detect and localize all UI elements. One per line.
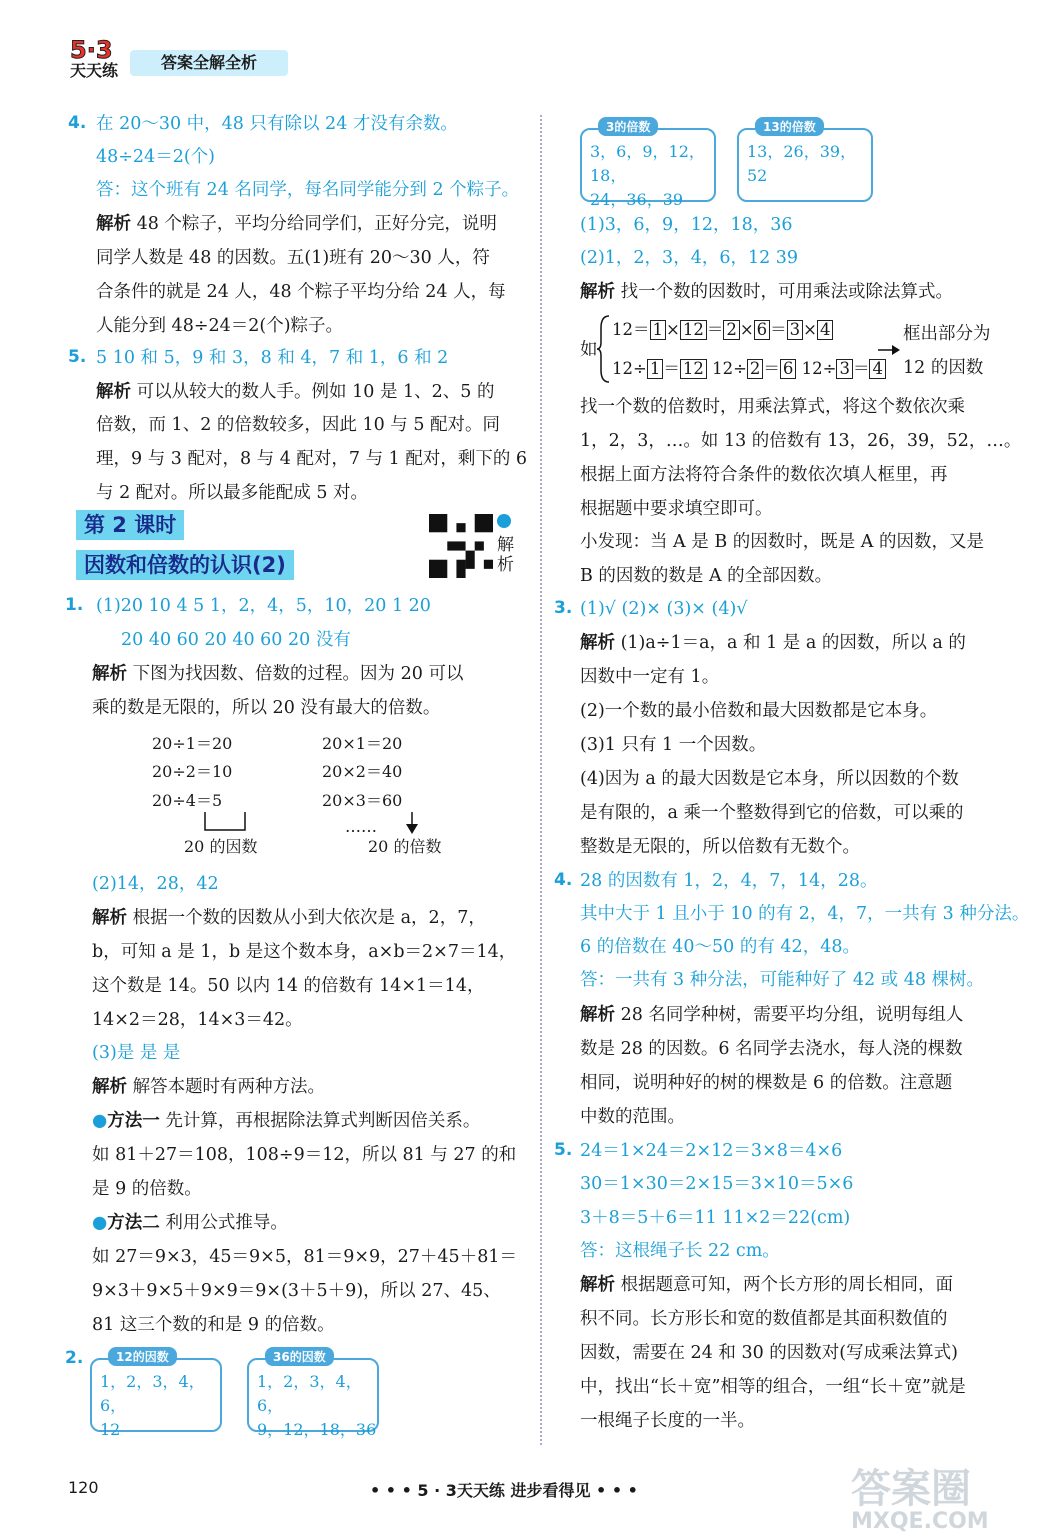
lightbulb-icon: ●: [92, 1213, 108, 1233]
r-analysis-6: 小发现：当 A 是 B 的因数时，既是 A 的因数，又是: [580, 532, 985, 552]
method1: ●方法一 先计算，再根据除法算式判断因倍关系。: [92, 1111, 481, 1131]
q5-analysis-4: 与 2 配对。所以最多能配成 5 对。: [96, 483, 369, 503]
rq3-analysis-1: 解析 (1)a÷1＝a，a 和 1 是 a 的因数，所以 a 的: [580, 633, 966, 653]
rq5-analysis-1: 解析 根据题意可知，两个长方形的周长相同，面: [580, 1275, 954, 1295]
page-number: 120: [68, 1478, 99, 1497]
q1-answer-c: (3)是 是 是: [92, 1043, 181, 1063]
rq4-analysis-2: 数是 28 的因数。6 名同学去浇水，每人浇的棵数: [580, 1039, 963, 1059]
q1b-analysis-2: b，可知 a 是 1，b 是这个数本身，a×b＝2×7＝14，: [92, 942, 517, 962]
q4-line1: 在 20～30 中，48 只有除以 24 才没有余数。: [96, 114, 458, 134]
q4-analysis-3: 合条件的就是 24 人，48 个粽子平均分给 24 人，每: [96, 282, 506, 302]
brace-icon: [597, 314, 611, 384]
column-divider: [540, 115, 542, 1445]
r-analysis-3: 1，2，3，…。如 13 的倍数有 13，26，39，52，…。: [580, 431, 1022, 451]
rq5-line2: 30＝1×30＝2×15＝3×10＝5×6: [580, 1174, 854, 1194]
rq5-number: 5.: [554, 1140, 573, 1160]
q1-answer-b: (2)14，28，42: [92, 874, 219, 894]
svg-text:5·3: 5·3: [70, 36, 113, 64]
ru-label: 如: [580, 340, 598, 360]
lesson-title: 因数和倍数的认识(2): [76, 550, 294, 580]
rq4-analysis-3: 相同，说明种好的树的棵数是 6 的倍数。注意题: [580, 1073, 953, 1093]
q4-line3: 答：这个班有 24 名同学，每名同学能分到 2 个粽子。: [96, 180, 520, 200]
method1-text-3: 是 9 的倍数。: [92, 1179, 202, 1199]
rq3-analysis-3: (2)一个数的最小倍数和最大因数都是它本身。: [580, 701, 938, 721]
q4-line2: 48÷24＝2(个): [96, 147, 215, 167]
q5-line1: 5 10 和 5，9 和 3，8 和 4，7 和 1，6 和 2: [96, 348, 449, 368]
q1-answer-1: (1)20 10 4 5 1，2，4，5，10，20 1 20: [96, 596, 431, 616]
method1-text-2: 如 81＋27＝108，108÷9＝12，所以 81 与 27 的和: [92, 1145, 517, 1165]
r-analysis-4: 根据上面方法将符合条件的数依次填人框里，再: [580, 465, 948, 485]
q1b-analysis-1: 解析 根据一个数的因数从小到大依次是 a，2，7，: [92, 908, 486, 928]
rq5-analysis-4: 中，找出“长＋宽”相等的组合，一组“长＋宽”就是: [580, 1377, 966, 1397]
rq5-analysis-5: 一根绳子长度的一半。: [580, 1411, 755, 1431]
rq5-line3: 3＋8＝5＋6＝11 11×2＝22(cm): [580, 1208, 851, 1228]
box-factors-12: 12的因数 1，2，3，4，6， 12: [90, 1358, 222, 1432]
r-analysis-1: 解析 找一个数的因数时，可用乘法或除法算式。: [580, 282, 954, 302]
div-eq-3: 20÷4＝5: [152, 791, 223, 810]
rq4-number: 4.: [554, 870, 573, 890]
rq4-line1: 28 的因数有 1，2，4，7，14，28。: [580, 871, 878, 891]
rq3-analysis-6: 是有限的，a 乘一个整数得到它的倍数，可以乘的: [580, 803, 964, 823]
rq3-analysis-2: 因数中一定有 1。: [580, 667, 720, 687]
box-multiples-3: 3的倍数 3，6，9，12，18， 24，36，39: [580, 128, 716, 202]
method2-text-1: 如 27＝9×3，45＝9×5，81＝9×9，27＋45＋81＝: [92, 1247, 517, 1267]
footer-slogan: • • • 5 · 3天天练 进步看得见 • • •: [370, 1481, 638, 1500]
q4-analysis-4: 人能分到 48÷24＝2(个)粽子。: [96, 316, 344, 336]
analysis-label: 解析: [96, 214, 131, 234]
watermark: 答案圈 MXQE.COM: [851, 1466, 989, 1534]
q4-analysis-2: 同学人数是 48 的因数。五(1)班有 20～30 人，符: [96, 248, 490, 268]
box-factors-36: 36的因数 1，2，3，4，6， 9，12，18，36: [247, 1358, 379, 1432]
analysis-label: 解析: [96, 382, 131, 402]
q1b-analysis-3: 这个数是 14。50 以内 14 的倍数有 14×1＝14，: [92, 976, 485, 996]
rq3-answer: (1)√ (2)× (3)× (4)√: [580, 599, 748, 619]
rq4-line3: 6 的倍数在 40～50 的有 42，48。: [580, 937, 860, 957]
mul-eq-2: 20×2＝40: [322, 762, 403, 781]
box-multiples-13: 13的倍数 13，26，39，52: [737, 128, 873, 202]
q1-number: 1.: [65, 595, 84, 615]
qr-label: 解析: [497, 535, 514, 575]
svg-text:天天练: 天天练: [70, 61, 119, 78]
rq3-analysis-7: 整数是无限的，所以倍数有无数个。: [580, 837, 860, 857]
factor-label: 20 的因数: [184, 837, 258, 856]
method2: ●方法二 利用公式推导。: [92, 1213, 288, 1233]
q1c-analysis-1: 解析 解答本题时有两种方法。: [92, 1077, 326, 1097]
box-factors-12-values: 1，2，3，4，6， 12: [100, 1372, 205, 1439]
r-analysis-7: B 的因数的数是 A 的全部因数。: [580, 566, 833, 586]
q4-analysis-1: 解析 48 个粽子，平均分给同学们，正好分完，说明: [96, 214, 497, 234]
rq4-analysis-4: 中数的范围。: [580, 1107, 685, 1127]
arrow-right-icon: [878, 343, 902, 357]
q5-analysis-1: 解析 可以从较大的数人手。例如 10 是 1、2、5 的: [96, 382, 495, 402]
q2-number: 2.: [65, 1348, 84, 1368]
q5-number: 5.: [68, 347, 87, 367]
rq3-analysis-4: (3)1 只有 1 一个因数。: [580, 735, 767, 755]
logo-53-icon: [68, 34, 126, 78]
r-analysis-5: 根据题中要求填空即可。: [580, 499, 773, 519]
header-badge: 答案全解全析: [130, 50, 288, 76]
r-answer-1: (1)3，6，9，12，18，36: [580, 215, 793, 235]
div-eq-2: 20÷2＝10: [152, 762, 233, 781]
multiple-label: 20 的倍数: [368, 837, 442, 856]
lightbulb-icon: ●: [92, 1111, 108, 1131]
method2-text-3: 81 这三个数的和是 9 的倍数。: [92, 1315, 335, 1335]
q4-number: 4.: [68, 113, 87, 133]
rq5-line1: 24＝1×24＝2×12＝3×8＝4×6: [580, 1141, 843, 1161]
note-line-2: 12 的因数: [903, 358, 984, 378]
rq5-line4: 答：这根绳子长 22 cm。: [580, 1241, 780, 1261]
qr-code-icon[interactable]: [429, 514, 493, 578]
mul-framed-eq: 12＝ 1 × 12 ＝ 2 × 6 ＝ 3 × 4: [612, 318, 833, 342]
r-analysis-2: 找一个数的倍数时，用乘法算式，将这个数依次乘: [580, 397, 965, 417]
q5-analysis-3: 理，9 与 3 配对，8 与 4 配对，7 与 1 配对，剩下的 6: [96, 449, 528, 469]
box-factors-36-values: 1，2，3，4，6， 9，12，18，36: [257, 1372, 377, 1439]
mul-dots: ……: [345, 817, 377, 836]
play-icon: [497, 514, 511, 528]
rq4-line2: 其中大于 1 且小于 10 的有 2，4，7，一共有 3 种分法。: [580, 904, 1030, 924]
rq5-analysis-3: 因数，需要在 24 和 30 的因数对(写成乘法算式): [580, 1343, 958, 1363]
q1-analysis-2: 乘的数是无限的，所以 20 没有最大的倍数。: [92, 698, 441, 718]
q5-analysis-2: 倍数，而 1、2 的倍数较多，因此 10 与 5 配对。同: [96, 415, 501, 435]
lesson-label: 第 2 课时: [76, 510, 184, 540]
rq3-analysis-5: (4)因为 a 的最大因数是它本身，所以因数的个数: [580, 769, 959, 789]
mul-eq-3: 20×3＝60: [322, 791, 403, 810]
method2-text-2: 9×3＋9×5＋9×9＝9×(3＋5＋9)，所以 27、45、: [92, 1281, 501, 1301]
rq5-analysis-2: 积不同。长方形长和宽的数值都是其面积数值的: [580, 1309, 948, 1329]
q1-analysis-1: 解析 下图为找因数、倍数的过程。因为 20 可以: [92, 664, 464, 684]
mul-eq-1: 20×1＝20: [322, 734, 403, 753]
rq3-number: 3.: [554, 598, 573, 618]
note-line-1: 框出部分为: [903, 324, 991, 344]
div-framed-eq: 12÷ 1 ＝ 12 12÷ 2 ＝ 6 12÷ 3 ＝ 4: [612, 357, 886, 381]
rq4-analysis-1: 解析 28 名同学种树，需要平均分组，说明每组人: [580, 1005, 964, 1025]
div-eq-1: 20÷1＝20: [152, 734, 233, 753]
r-answer-2: (2)1，2，3，4，6，12 39: [580, 248, 799, 268]
q1-answer-2: 20 40 60 20 40 60 20 没有: [121, 630, 351, 650]
rq4-line4: 答：一共有 3 种分法，可能种好了 42 或 48 棵树。: [580, 970, 985, 990]
q1b-analysis-4: 14×2＝28，14×3＝42。: [92, 1010, 303, 1030]
